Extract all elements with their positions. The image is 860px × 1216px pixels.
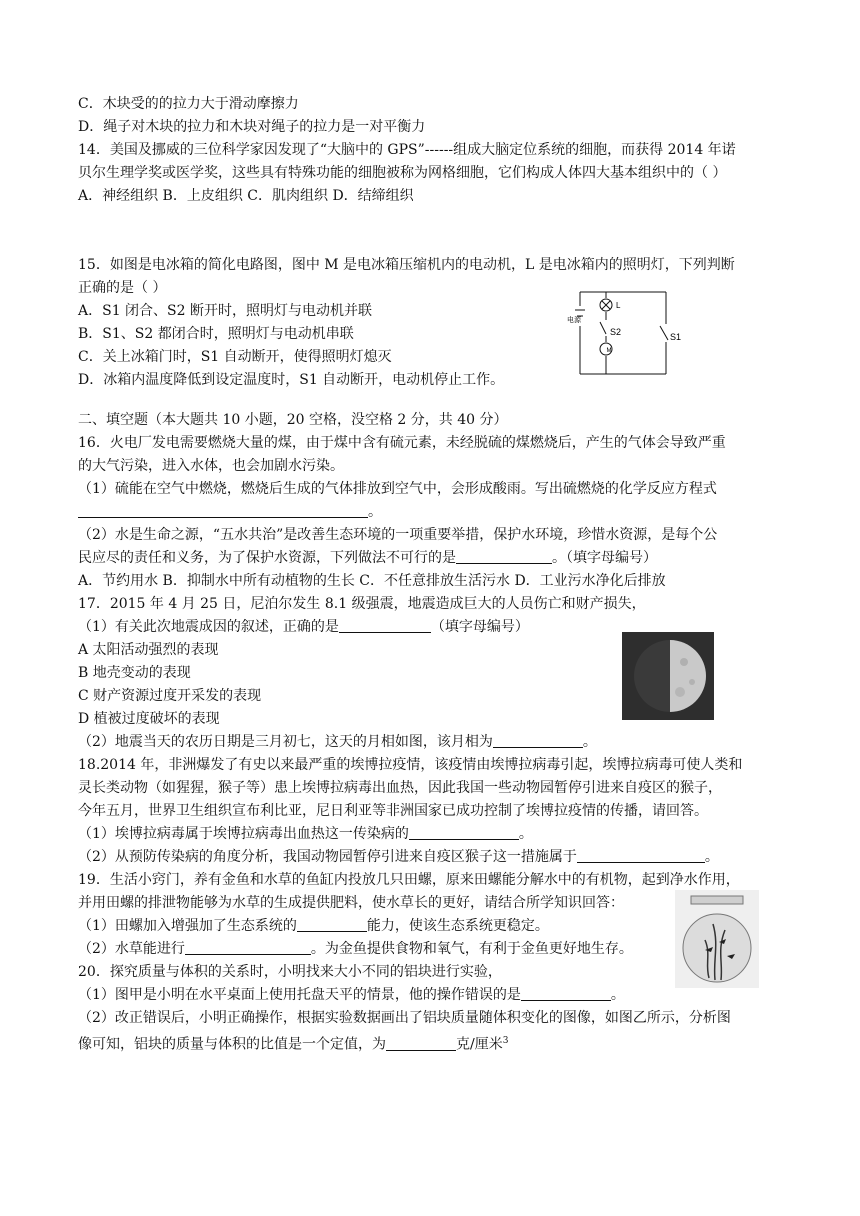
q14-stem-line1: 14．美国及挪威的三位科学家因发现了“大脑中的 GPS”------组成大脑定位系统的细胞，而获得 2014 年诺: [78, 142, 736, 158]
q16-stem-line2: 的大气污染，进入水体，也会加剧水污染。: [78, 458, 344, 474]
section-2-heading: 二、填空题（本大题共 10 小题，20 空格，没空格 2 分，共 40 分）: [78, 412, 508, 428]
q18-stem-line1: 18.2014 年，非洲爆发了有史以来最严重的埃博拉疫情，该疫情由埃博拉病毒引起，埃博拉病毒可使人类和: [78, 757, 743, 773]
q18-part1: （1）埃博拉病毒属于埃博拉病毒出血热这一传染病的 。: [78, 826, 533, 842]
q20-part1: （1）图甲是小明在水平桌面上使用托盘天平的情景，他的操作错误的是 。: [78, 987, 625, 1003]
answer-blank[interactable]: [409, 825, 519, 840]
s1-label: S1: [670, 332, 682, 342]
q20-part2-line1: （2）改正错误后，小明正确操作，根据实验数据画出了铝块质量随体积变化的图像，如图乙所示，分析图: [78, 1010, 731, 1026]
moon-phase-image: [622, 632, 714, 720]
q13-option-d: D．绳子对木块的拉力和木块对绳子的拉力是一对平衡力: [78, 119, 426, 135]
q17-part2: （2）地震当天的农历日期是三月初七，这天的月相如图，该月相为 。: [78, 734, 597, 750]
q16-stem-line1: 16．火电厂发电需要燃烧大量的煤，由于煤中含有硫元素，未经脱硫的煤燃烧后，产生的气体会导致严重: [78, 435, 726, 451]
q18-stem-line2: 灵长类动物（如猩猩，猴子等）患上埃博拉病毒出血热，因此我国一些动物园暂停引进来自疫区的猴子，: [78, 780, 722, 796]
answer-blank[interactable]: [493, 733, 583, 748]
q14-options: A．神经组织 B．上皮组织 C．肌肉组织 D．结缔组织: [78, 188, 414, 204]
q15-option-c: C．关上冰箱门时，S1 自动断开，使得照明灯熄灭: [78, 349, 392, 365]
q14-stem-line2: 贝尔生理学奖或医学奖，这些具有特殊功能的细胞被称为网格细胞，它们构成人体四大基本组织中的（ ）: [78, 165, 727, 181]
q17-option-c: C 财产资源过度开采发的表现: [78, 688, 262, 704]
s2-label: S2: [610, 327, 622, 337]
q16-part2-line2: 民应尽的责任和义务，为了保护水资源，下列做法不可行的是 。（填字母编号）: [78, 550, 657, 566]
power-source-icon: [575, 310, 585, 316]
q18-part2: （2）从预防传染病的角度分析，我国动物园暂停引进来自疫区猴子这一措施属于 。: [78, 849, 719, 865]
q16-part1-answer: 。: [78, 503, 382, 521]
motor-label: M: [606, 348, 612, 354]
lamp-icon: [600, 299, 612, 311]
answer-blank[interactable]: [521, 986, 611, 1001]
q18-stem-line3: 今年五月，世界卫生组织宣布利比亚，尼日利亚等非洲国家已成功控制了埃博拉疫情的传播，请回答。: [78, 803, 708, 819]
answer-blank[interactable]: [577, 848, 705, 863]
circuit-diagram: [566, 286, 684, 384]
q20-part2-line2: 像可知，铝块的质量与体积的比值是一个定值，为 克/厘米$^3$: [78, 1036, 509, 1053]
q15-stem-line2: 正确的是（ ）: [78, 280, 167, 296]
answer-blank[interactable]: [78, 503, 368, 518]
q16-part2-line1: （2）水是生命之源，“五水共治”是改善生态环境的一项重要举措，保护水环境，珍惜水资源，是每个公: [78, 527, 718, 543]
q15-option-b: B．S1、S2 都闭合时，照明灯与电动机串联: [78, 326, 354, 342]
source-label: 电源: [567, 317, 581, 324]
q15-stem-line1: 15．如图是电冰箱的简化电路图，图中 M 是电冰箱压缩机内的电动机，L 是电冰箱内的照明灯，下列判断: [78, 257, 735, 273]
q15-option-a: A．S1 闭合、S2 断开时，照明灯与电动机并联: [78, 303, 373, 319]
q19-stem-line1: 19．生活小窍门，养有金鱼和水草的鱼缸内投放几只田螺，原来田螺能分解水中的有机物，起到净水作用，: [78, 872, 740, 888]
answer-blank[interactable]: [297, 917, 367, 932]
q19-part2: （2）水草能进行 。为金鱼提供食物和氧气，有利于金鱼更好地生存。: [78, 941, 633, 957]
q16-part1-line1: （1）硫能在空气中燃烧，燃烧后生成的气体排放到空气中，会形成酸雨。写出硫燃烧的化学反应方程式: [78, 481, 717, 497]
answer-blank[interactable]: [339, 618, 431, 633]
q13-option-c: C．木块受的的拉力大于滑动摩擦力: [78, 96, 299, 112]
q17-option-d: D 植被过度破坏的表现: [78, 711, 220, 727]
q17-stem: 17．2015 年 4 月 25 日，尼泊尔发生 8.1 级强震，地震造成巨大的人员伤亡和财产损失，: [78, 596, 646, 612]
lamp-label: L: [616, 301, 621, 310]
q20-stem: 20．探究质量与体积的关系时，小明找来大小不同的铝块进行实验，: [78, 964, 502, 980]
q16-part2-options: A．节约用水 B．抑制水中所有动植物的生长 C．不任意排放生活污水 D．工业污水净化后排放: [78, 573, 666, 589]
answer-blank[interactable]: [185, 940, 311, 955]
q17-part1: （1）有关此次地震成因的叙述，正确的是 （填字母编号）: [78, 619, 529, 635]
q19-part1: （1）田螺加入增强加了生态系统的 能力，使该生态系统更稳定。: [78, 918, 549, 934]
q19-stem-line2: 并用田螺的排泄物能够为水草的生成提供肥料，使水草长的更好，请结合所学知识回答：: [78, 895, 624, 911]
answer-blank[interactable]: [386, 1036, 456, 1051]
q17-option-b: B 地壳变动的表现: [78, 665, 191, 681]
q17-option-a: A 太阳活动强烈的表现: [78, 642, 219, 658]
fish-tank-image: [675, 890, 759, 988]
answer-blank[interactable]: [456, 549, 552, 564]
q15-option-d: D．冰箱内温度降低到设定温度时，S1 自动断开，电动机停止工作。: [78, 372, 505, 388]
